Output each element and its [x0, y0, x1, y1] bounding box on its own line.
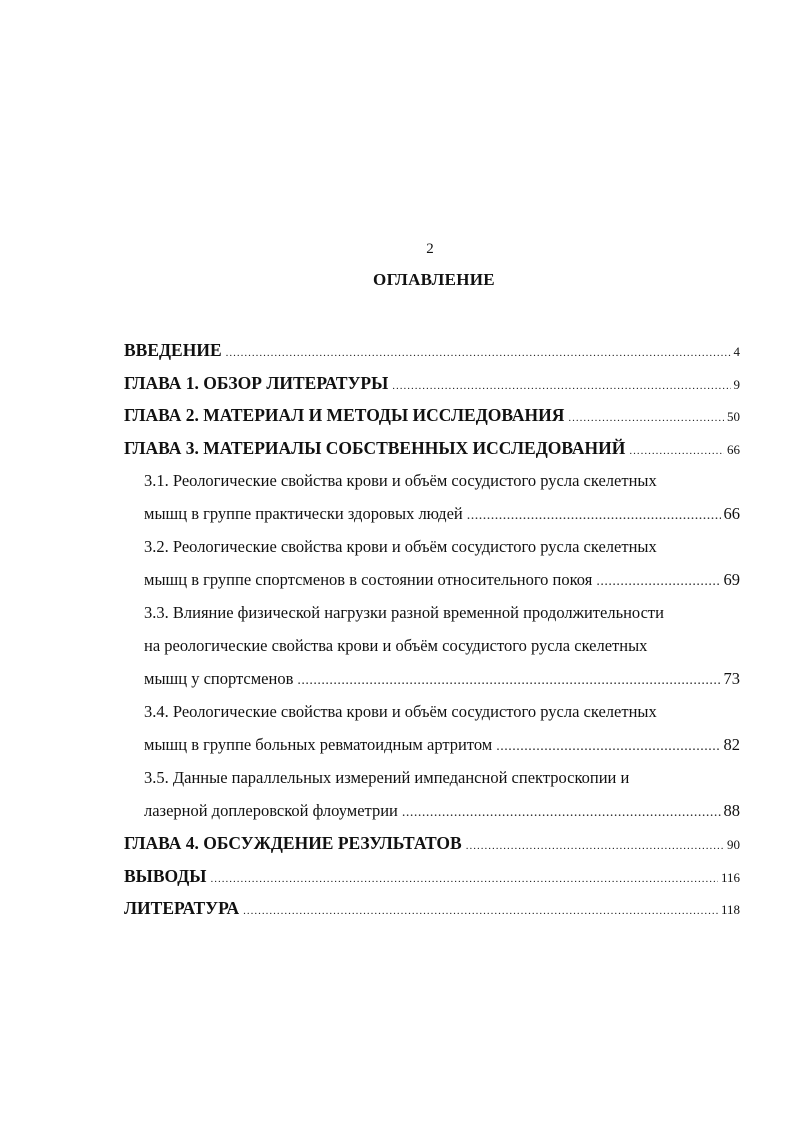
toc-entry-label: ВЫВОДЫ: [124, 865, 207, 886]
toc-entry-page: 73: [723, 669, 740, 688]
toc-entry-label: ГЛАВА 1. ОБЗОР ЛИТЕРАТУРЫ: [124, 372, 389, 393]
toc-dot-leader: [211, 863, 718, 896]
toc-entry-page: 88: [723, 801, 740, 820]
toc-subsection-3-3: [124, 596, 740, 695]
toc-dot-leader: [297, 664, 720, 697]
toc-entry-label: мышц у спортсменов: [144, 669, 294, 688]
toc-entry-label: лазерной доплеровской флоуметрии: [144, 801, 398, 820]
toc-entry-page: 116: [720, 869, 740, 885]
toc-subsection-last-line: [144, 563, 740, 596]
toc-dot-leader: [629, 435, 724, 468]
toc-entry-page: 9: [733, 376, 740, 392]
toc-entry-literature: [124, 892, 740, 925]
toc-entry-page: 50: [727, 409, 740, 424]
toc-subsection-last-line: [144, 662, 740, 695]
table-of-contents: [124, 334, 740, 925]
toc-entry-chapter-1: [124, 367, 740, 400]
toc-entry-label: ГЛАВА 2. МАТЕРИАЛ И МЕТОДЫ ИССЛЕДОВАНИЯ: [124, 405, 565, 425]
toc-entry-chapter-3: [124, 432, 740, 465]
toc-entry-chapter-4: [124, 827, 740, 860]
toc-entry-label: ЛИТЕРАТУРА: [124, 898, 240, 918]
toc-subsection-3-1: [124, 464, 740, 530]
toc-entry-introduction: [124, 334, 740, 367]
toc-dot-leader: [243, 895, 718, 928]
toc-entry-chapter-2: [124, 399, 740, 432]
toc-entry-label: мышц в группе практически здоровых людей: [144, 504, 463, 523]
toc-entry-label: мышц в группе спортсменов в состоянии относительного покоя: [144, 570, 593, 589]
toc-subsection-line: на реологические свойства крови и объём сосудистого русла скелетных: [144, 636, 648, 655]
page-number: 2: [426, 241, 434, 257]
toc-entry-page: 66: [723, 504, 740, 523]
toc-subsection-3-4: [124, 695, 740, 761]
toc-dot-leader: [466, 830, 724, 863]
toc-entry-page: 69: [723, 570, 740, 589]
toc-subsection-line: 3.3. Влияние физической нагрузки разной временной продолжительности: [144, 603, 664, 622]
toc-subsection-line: 3.4. Реологические свойства крови и объём сосудистого русла скелетных: [144, 702, 657, 721]
toc-subsection-last-line: [144, 497, 740, 530]
toc-subsection-line: 3.5. Данные параллельных измерений импедансной спектроскопии и: [144, 768, 630, 787]
toc-subsection-line: 3.1. Реологические свойства крови и объём сосудистого русла скелетных: [144, 471, 657, 490]
toc-title: ОГЛАВЛЕНИЕ: [373, 270, 495, 289]
toc-subsection-3-2: [124, 530, 740, 596]
toc-dot-leader: [226, 337, 731, 370]
toc-entry-conclusions: [124, 860, 740, 893]
toc-subsection-last-line: [144, 794, 740, 827]
toc-entry-label: ВВЕДЕНИЕ: [124, 340, 222, 360]
toc-dot-leader: [568, 402, 724, 435]
toc-entry-page: 4: [733, 344, 740, 359]
toc-dot-leader: [496, 730, 720, 763]
toc-entry-page: 66: [727, 441, 740, 457]
toc-dot-leader: [392, 370, 730, 403]
toc-subsection-line: 3.2. Реологические свойства крови и объём сосудистого русла скелетных: [144, 537, 657, 556]
toc-entry-page: 118: [720, 902, 740, 917]
toc-entry-label: ГЛАВА 3. МАТЕРИАЛЫ СОБСТВЕННЫХ ИССЛЕДОВАНИЙ: [124, 437, 626, 458]
toc-entry-label: мышц в группе больных ревматоидным артритом: [144, 735, 493, 754]
toc-dot-leader: [402, 796, 721, 829]
toc-subsection-3-5: [124, 761, 740, 827]
toc-dot-leader: [596, 565, 720, 598]
toc-dot-leader: [467, 499, 721, 532]
toc-subsection-last-line: [144, 728, 740, 761]
toc-entry-page: 90: [727, 837, 740, 852]
toc-entry-label: ГЛАВА 4. ОБСУЖДЕНИЕ РЕЗУЛЬТАТОВ: [124, 833, 462, 853]
toc-entry-page: 82: [723, 735, 740, 754]
